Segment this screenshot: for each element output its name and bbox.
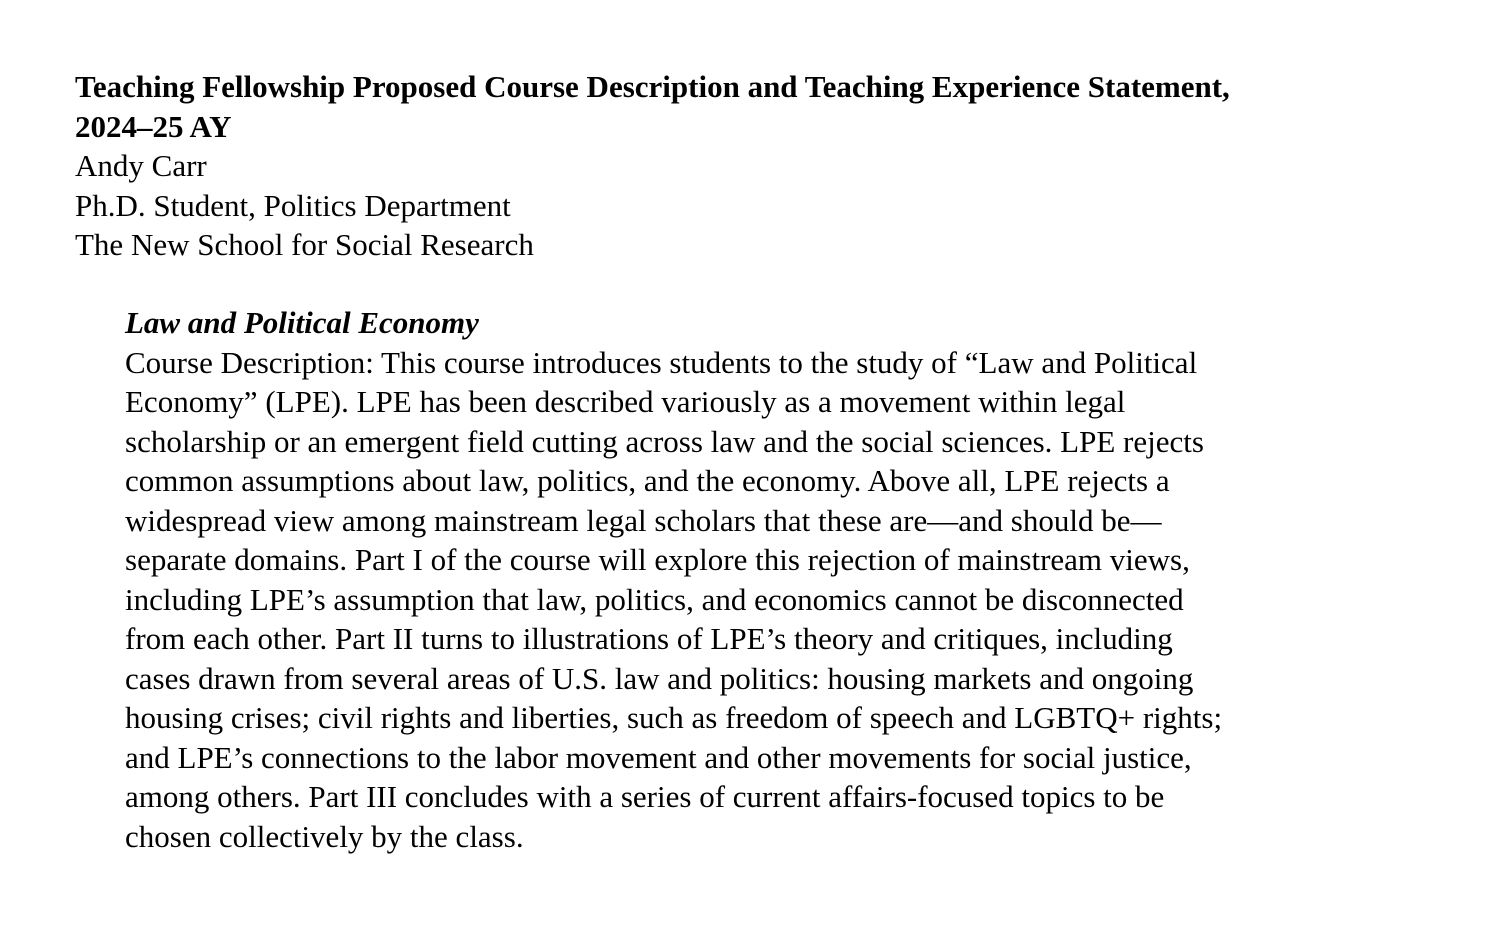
document-title: [75, 67, 1415, 146]
description-line: chosen collectively by the class.: [125, 818, 524, 854]
description-line: scholarship or an emergent field cutting across law and the social sciences. LPE rejects: [125, 423, 1204, 459]
description-line: and LPE’s connections to the labor movement and other movements for social justice,: [125, 739, 1192, 775]
description-line: common assumptions about law, politics, and the economy. Above all, LPE rejects a: [125, 463, 1170, 498]
author-institution: The New School for Social Research: [75, 227, 534, 262]
course-section: [125, 303, 1365, 856]
description-line: from each other. Part II turns to illustrations of LPE’s theory and critiques, including: [125, 621, 1173, 656]
course-title: Law and Political Economy: [125, 305, 479, 340]
document-title-line: Teaching Fellowship Proposed Course Description and Teaching Experience Statement,: [75, 69, 1230, 104]
description-line: widespread view among mainstream legal scholars that these are—and should be—: [125, 502, 1162, 538]
course-description: [125, 343, 1365, 857]
author-position: Ph.D. Student, Politics Department: [75, 187, 511, 223]
document-header: [75, 67, 1415, 265]
author-name: Andy Carr: [75, 148, 207, 183]
description-line: Economy” (LPE). LPE has been described variously as a movement within legal: [125, 384, 1126, 419]
description-line: housing crises; civil rights and liberties, such as freedom of speech and LGBTQ+ rights;: [125, 700, 1223, 735]
description-line: Course Description: This course introduces students to the study of “Law and Political: [125, 344, 1198, 380]
description-line: separate domains. Part I of the course will explore this rejection of mainstream views,: [125, 542, 1190, 577]
description-line: cases drawn from several areas of U.S. law and politics: housing markets and ongoing: [125, 660, 1194, 696]
description-line: including LPE’s assumption that law, politics, and economics cannot be disconnected: [125, 581, 1184, 617]
document-title-line: 2024–25 AY: [75, 108, 232, 144]
description-line: among others. Part III concludes with a series of current affairs-focused topics to be: [125, 779, 1165, 814]
